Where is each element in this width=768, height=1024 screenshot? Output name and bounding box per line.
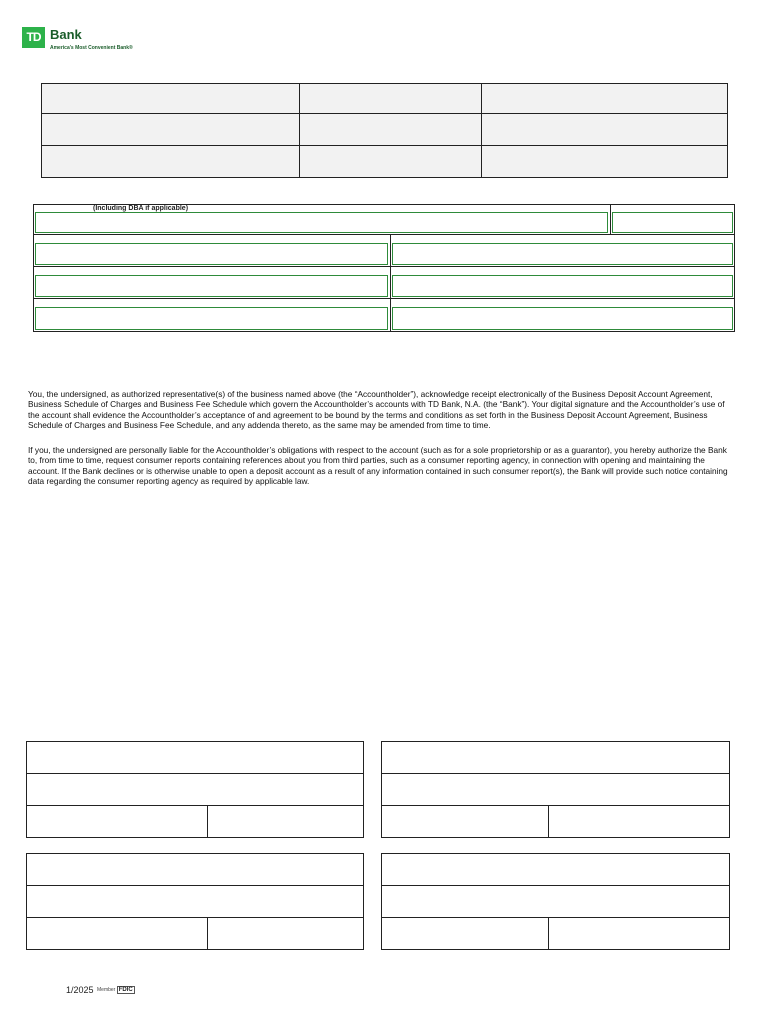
section-divider	[33, 234, 735, 235]
account-cell-r2c1[interactable]	[41, 113, 300, 146]
account-cell-r1c1[interactable]	[41, 83, 300, 114]
section-divider	[610, 204, 611, 235]
printed-name-field[interactable]	[381, 885, 730, 918]
td-logo-mark: TD	[22, 27, 45, 48]
date-field[interactable]	[548, 917, 730, 950]
printed-name-field[interactable]	[26, 885, 364, 918]
account-cell-r2c3[interactable]	[481, 113, 728, 146]
section-divider	[390, 234, 391, 332]
signature-field[interactable]	[381, 853, 730, 886]
disclosure-paragraph-2: If you, the undersigned are personally liable for the Accountholder’s obligations with respect to the account (such as for a sole proprietorship or as a guarantor), you hereby authorize the Bank to, from time to time, request consumer reports containing references about you from third parties, such as a consumer reporting agency, in connection with opening and maintaining the account. If the Bank declines or is otherwise unable to open a deposit account as a result of any information contained in such consumer report(s), the Bank will provide such notice containing data regarding the consumer reporting agency as required by applicable law.	[28, 445, 728, 487]
printed-name-field[interactable]	[26, 773, 364, 806]
account-cell-r1c3[interactable]	[481, 83, 728, 114]
business-field-r4c2[interactable]	[392, 307, 733, 330]
fdic-member-logo	[97, 987, 135, 993]
printed-name-field[interactable]	[381, 773, 730, 806]
date-field[interactable]	[207, 917, 364, 950]
date-field[interactable]	[207, 805, 364, 838]
account-cell-r3c3[interactable]	[481, 145, 728, 178]
fdic-text: FDIC	[118, 987, 133, 993]
account-cell-r3c1[interactable]	[41, 145, 300, 178]
title-field[interactable]	[381, 917, 549, 950]
business-aux-field[interactable]	[612, 212, 733, 233]
title-field[interactable]	[26, 805, 208, 838]
form-revision-date: 1/2025	[66, 985, 94, 995]
date-field[interactable]	[548, 805, 730, 838]
section-divider	[33, 298, 735, 299]
account-cell-r3c2[interactable]	[299, 145, 482, 178]
section-divider	[33, 266, 735, 267]
business-field-r4c1[interactable]	[35, 307, 388, 330]
bank-tagline: America's Most Convenient Bank®	[50, 45, 133, 51]
account-cell-r1c2[interactable]	[299, 83, 482, 114]
title-field[interactable]	[381, 805, 549, 838]
account-cell-r2c2[interactable]	[299, 113, 482, 146]
disclosure-paragraph-1: You, the undersigned, as authorized representative(s) of the business named above (the “Accountholder”), acknowledge receipt electronically of the Business Deposit Account Agreement, Business Schedule of Charges and Business Fee Schedule which govern the Accountholder’s accounts with TD Bank, N.A. (the “Bank”). Your digital signature and the Accountholder’s use of the account shall evidence the Accountholder’s acceptance of and agreement to be bound by the terms and conditions as set forth in the Business Deposit Account Agreement, Business Schedule of Charges and Business Fee Schedule, and any addenda thereto, as the same may be amended from time to time.	[28, 389, 725, 431]
signature-field[interactable]	[381, 741, 730, 774]
business-field-r3c1[interactable]	[35, 275, 388, 297]
title-field[interactable]	[26, 917, 208, 950]
business-name-field[interactable]	[35, 212, 608, 233]
business-field-r3c2[interactable]	[392, 275, 733, 297]
bank-name: Bank	[50, 27, 82, 42]
dba-label: (Including DBA if applicable)	[93, 205, 189, 212]
signature-field[interactable]	[26, 853, 364, 886]
business-field-r2c2[interactable]	[392, 243, 733, 265]
member-text: Member	[97, 987, 116, 993]
business-field-r2c1[interactable]	[35, 243, 388, 265]
signature-field[interactable]	[26, 741, 364, 774]
